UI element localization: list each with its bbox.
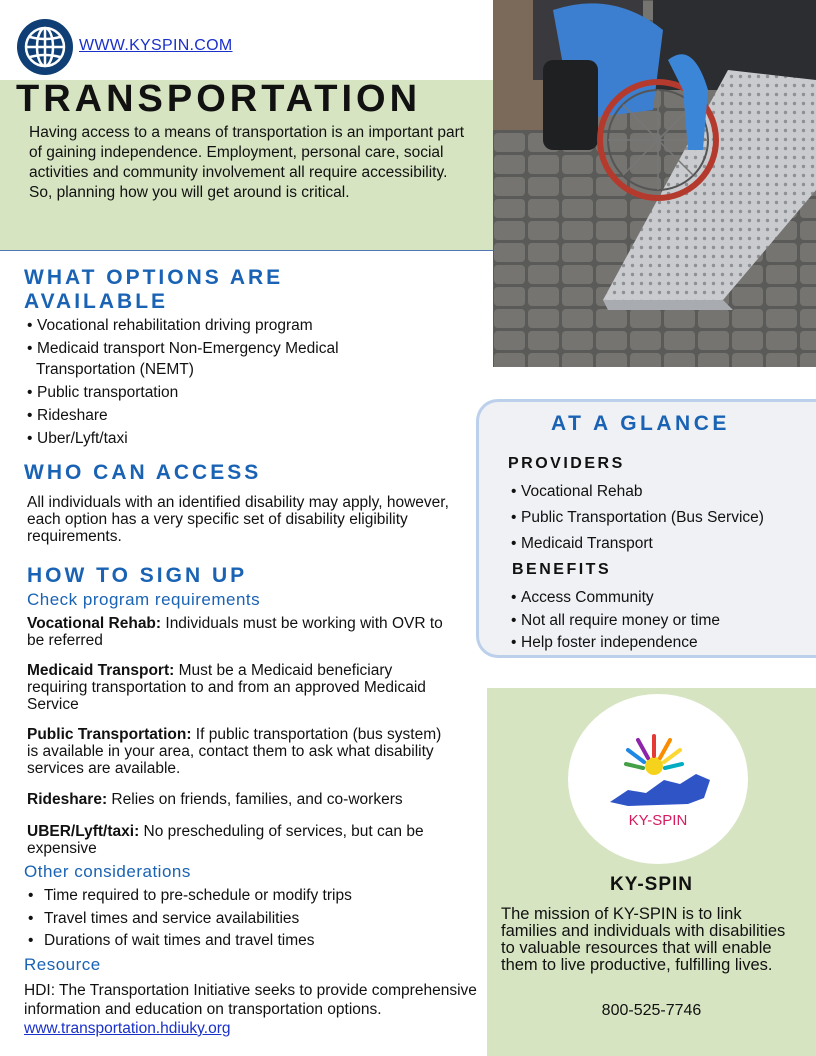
list-item: • Not all require money or time: [511, 610, 811, 631]
list-item: • Medicaid Transport: [511, 533, 811, 554]
list-item: • Public Transportation (Bus Service): [511, 507, 811, 528]
entry-text: Individuals must be working with OVR to be referred: [27, 615, 443, 649]
signup-entry-vr: [27, 615, 447, 649]
entry-label: UBER/Lyft/taxi:: [27, 823, 140, 840]
entry-text: Must be a Medicaid beneficiary requiring transportation to and from an approved Medicaid Service: [27, 662, 426, 713]
phone-number[interactable]: 800-525-7746: [601, 1002, 702, 1019]
signup-entry-public: [27, 726, 447, 777]
wheelchair-ramp-photo: [493, 0, 816, 367]
entry-label: Rideshare:: [27, 791, 108, 808]
signup-entry-medicaid: [27, 662, 447, 713]
considerations-heading: Other considerations: [24, 862, 191, 881]
options-list: [27, 315, 467, 451]
resource-link[interactable]: www.transportation.hdiuky.org: [24, 1020, 231, 1037]
access-heading: WHO CAN ACCESS: [24, 461, 262, 484]
resource-description: HDI: The Transportation Initiative seeks to provide comprehensive information and education on transportation options.: [24, 982, 477, 1018]
list-item: • Public transportation: [27, 382, 467, 403]
entry-label: Public Transportation:: [27, 726, 192, 743]
resource-text: [24, 981, 490, 1038]
signup-subheading: Check program requirements: [27, 590, 261, 609]
options-heading-line2: AVAILABLE: [24, 290, 169, 313]
signup-heading: HOW TO SIGN UP: [27, 564, 248, 587]
benefits-heading: BENEFITS: [512, 561, 612, 578]
intro-text: Having access to a means of transportation is an important part of gaining independence. Employment, personal care, social activities and community involvement all require accessibility. So, planning how you will get around is critical.: [29, 124, 465, 201]
considerations-list: [24, 885, 464, 953]
list-item: • Vocational Rehab: [511, 481, 811, 502]
list-item: • Access Community: [511, 587, 811, 608]
list-item: • Time required to pre-schedule or modify trips: [24, 885, 464, 908]
access-text: All individuals with an identified disability may apply, however, each option has a very specific set of disability eligibility requirements.: [27, 494, 449, 545]
list-item: • Durations of wait times and travel times: [24, 930, 464, 953]
list-item: • Medicaid transport Non-Emergency Medical: [27, 338, 467, 359]
list-item: • Vocational rehabilitation driving program: [27, 315, 467, 336]
entry-text: No prescheduling of services, but can be expensive: [27, 823, 424, 857]
mission-text: The mission of KY-SPIN is to link families and individuals with disabilities to valuable resources that will enable them to live productive, fulfilling lives.: [501, 905, 786, 974]
list-item: • Rideshare: [27, 405, 467, 426]
list-item: • Help foster independence: [511, 632, 811, 653]
benefits-list: [511, 587, 811, 653]
providers-list: [511, 481, 811, 554]
org-name: KY-SPIN: [609, 874, 694, 895]
list-item: • Travel times and service availabilities: [24, 908, 464, 931]
signup-entry-rideshare: [27, 791, 457, 808]
list-item: Transportation (NEMT): [36, 361, 194, 378]
entry-label: Medicaid Transport:: [27, 662, 175, 679]
ky-spin-logo: [568, 694, 748, 864]
options-heading-line1: WHAT OPTIONS ARE: [24, 266, 284, 289]
entry-label: Vocational Rehab:: [27, 615, 162, 632]
glance-title: AT A GLANCE: [551, 412, 730, 435]
logo-text: KY-SPIN: [628, 812, 688, 829]
options-heading: [24, 266, 283, 314]
website-link[interactable]: WWW.KYSPIN.COM: [79, 37, 233, 54]
entry-text: Relies on friends, families, and co-workers: [107, 791, 403, 808]
entry-text: If public transportation (bus system) is available in your area, contact them to ask what disability services are available.: [27, 726, 442, 777]
resource-heading: Resource: [24, 955, 101, 974]
page-title: TRANSPORTATION: [16, 78, 422, 120]
signup-entry-uber: [27, 823, 447, 857]
providers-heading: PROVIDERS: [508, 455, 625, 472]
list-item: • Uber/Lyft/taxi: [27, 428, 467, 449]
globe-icon: [17, 19, 73, 75]
